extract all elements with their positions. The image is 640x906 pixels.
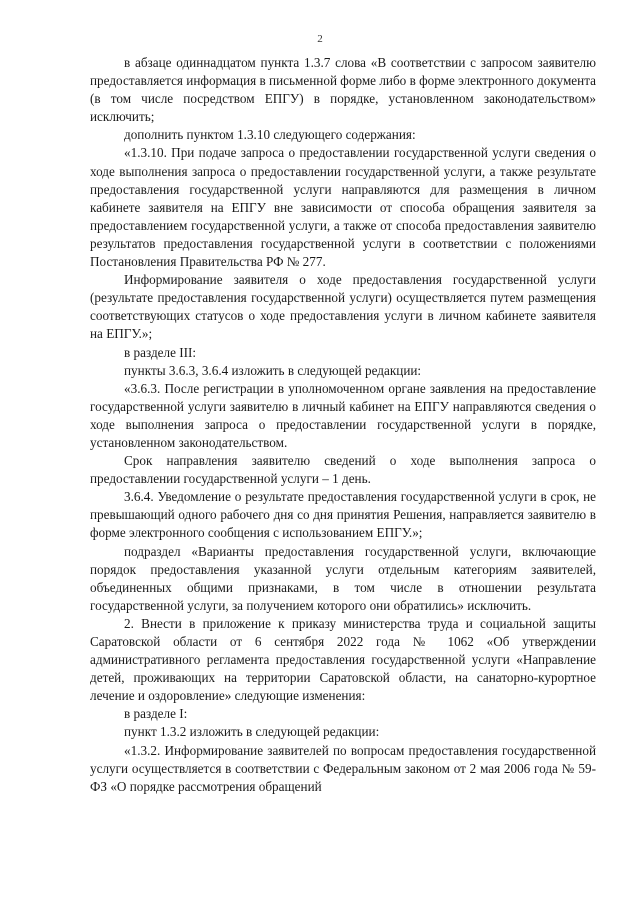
paragraph: в разделе I: <box>124 706 188 722</box>
paragraph: пункты 3.6.3, 3.6.4 изложить в следующей редакции: <box>124 362 422 378</box>
paragraph: в разделе III: <box>124 344 197 360</box>
paragraph: в абзаце одиннадцатом пункта 1.3.7 слова «В соответствии с запросом заявителю предоставляется информация в письменной форме либо в форме электронного документа (в том числе посредством ЕПГУ) в порядке, установленном законодательством» исключить; <box>90 55 596 125</box>
paragraph: пункт 1.3.2 изложить в следующей редакции: <box>124 724 380 740</box>
paragraph: Информирование заявителя о ходе предоставления государственной услуги (результате предоставления государственной услуги) осуществляется путем размещения соответствующих статусов о ходе предоставления услуги в личном кабинете заявителя на ЕПГУ.»; <box>90 272 596 342</box>
paragraph: подраздел «Варианты предоставления государственной услуги, включающие порядок предоставления указанной услуги отдельным категориям заявителей, объединенных общими признаками, в том числе в отношении результата государственной услуги, за получением которого они обратились» исключить. <box>90 543 596 613</box>
paragraph: 2. Внести в приложение к приказу министерства труда и социальной защиты Саратовской области от 6 сентября 2022 года № 1062 «Об утверждении административного регламента предоставления государственной услуги «Направление детей, проживающих на территории Саратовской области, на санаторно-курортное лечение и оздоровление» следующие изменения: <box>90 615 596 704</box>
paragraph: Срок направления заявителю сведений о ходе выполнения запроса о предоставлении государственной услуги – 1 день. <box>90 453 596 487</box>
document-body <box>90 54 596 796</box>
paragraph: «1.3.2. Информирование заявителей по вопросам предоставления государственной услуги осуществляется в соответствии с Федеральным законом от 2 мая 2006 года № 59-ФЗ «О порядке рассмотрения обращений <box>90 742 596 794</box>
page-number: 2 <box>317 33 323 45</box>
paragraph: дополнить пунктом 1.3.10 следующего содержания: <box>124 127 416 143</box>
paragraph: 3.6.4. Уведомление о результате предоставления государственной услуги в срок, не превышающий одного рабочего дня со дня принятия Решения, направляется заявителю в форме электронного сообщения с использованием ЕПГУ.»; <box>90 489 596 541</box>
paragraph: «1.3.10. При подаче запроса о предоставлении государственной услуги сведения о ходе выполнения запроса о предоставлении государственной услуги, а также результате предоставления государственной услуги направляются для размещения в личном кабинете заявителя на ЕПГУ вне зависимости от способа обращения заявителя за предоставлением государственной услуги, а также от способа предоставления заявителю результатов предоставления государственной услуги в соответствии с положениями Постановления Правительства РФ № 277. <box>90 145 596 270</box>
paragraph: «3.6.3. После регистрации в уполномоченном органе заявления на предоставление государственной услуги заявителю в личный кабинет на ЕПГУ направляются сведения о ходе выполнения запроса о предоставлении государственной услуги в порядке, установленном законодательством. <box>90 380 596 450</box>
